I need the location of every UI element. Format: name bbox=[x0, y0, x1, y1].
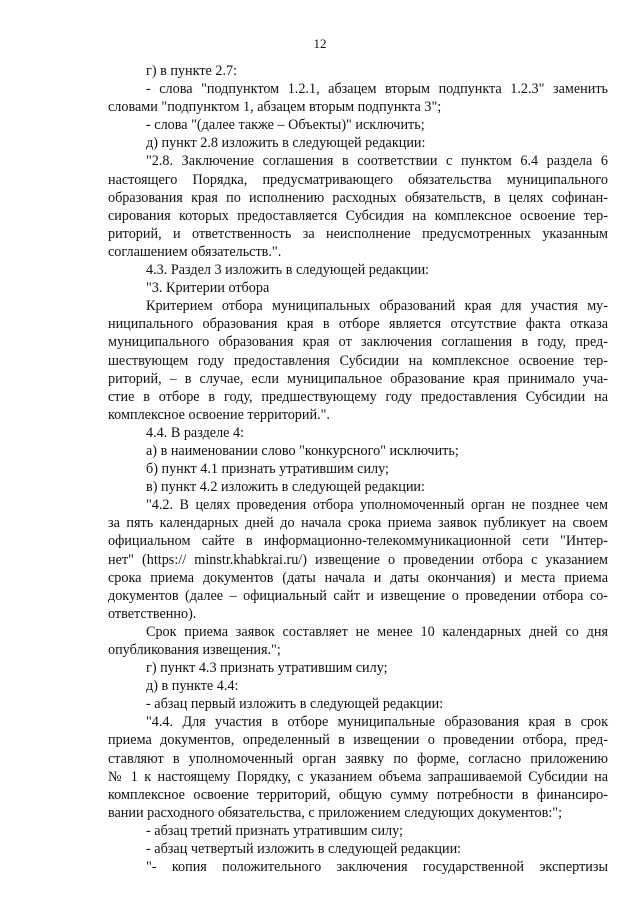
text-line: ставляют в уполномоченный орган заявку по форме, согласно приложению bbox=[108, 750, 608, 767]
text-line: настоящего Порядка, предусматривающего обязательства муниципального bbox=[108, 171, 608, 188]
text-line: 4.4. В разделе 4: bbox=[146, 424, 245, 441]
text-line: а) в наименовании слово "конкурсного" исключить; bbox=[146, 442, 459, 459]
text-line: опубликования извещения."; bbox=[108, 642, 281, 658]
text-line: Срок приема заявок составляет не менее 10 календарных дней со дня bbox=[146, 623, 608, 640]
text-line: - слова "(далее также – Объекты)" исключить; bbox=[146, 117, 425, 134]
page-number: 12 bbox=[313, 36, 327, 51]
text-line: - абзац третий признать утратившим силу; bbox=[146, 822, 403, 839]
text-line: № 1 к настоящему Порядку, с указанием объема запрашиваемой Субсидии на bbox=[108, 768, 608, 785]
text-line: ниципального образования края в отборе является отсутствие факта отказа bbox=[108, 316, 608, 333]
text-line: риторий, – в случае, если муниципальное образование края принимало уча- bbox=[108, 370, 608, 387]
text-line: б) пункт 4.1 признать утратившим силу; bbox=[146, 461, 389, 478]
text-line: 4.3. Раздел 3 изложить в следующей редакции: bbox=[146, 262, 430, 279]
text-line: документов (далее – официальный сайт и извещение о проведении отбора со- bbox=[108, 587, 608, 604]
text-line: шествующем году предоставления Субсидии на комплексное освоение тер- bbox=[108, 352, 608, 369]
text-line: - слова "подпунктом 1.2.1, абзацем вторым подпункта 1.2.3" заменить bbox=[146, 81, 608, 98]
text-line: "4.2. В целях проведения отбора уполномоченный орган не позднее чем bbox=[146, 497, 608, 514]
text-line: ответственно). bbox=[108, 605, 197, 622]
text-line: сирования которых предоставляется Субсидия на комплексное освоение тер- bbox=[108, 207, 608, 224]
text-line: - абзац четвертый изложить в следующей редакции: bbox=[146, 841, 462, 858]
text-line: "3. Критерии отбора bbox=[146, 280, 270, 297]
document-body bbox=[108, 62, 608, 876]
text-line: комплексное освоение территорий, общую сумму потребности в финансиро- bbox=[108, 786, 608, 803]
text-line: приема документов, определенный в извещении о проведении отбора, пред- bbox=[108, 732, 608, 749]
text-line: д) пункт 2.8 изложить в следующей редакции: bbox=[146, 135, 426, 152]
text-line: д) в пункте 4.4: bbox=[146, 678, 239, 695]
text-line: официальном сайте в информационно-телекоммуникационной сети "Интер- bbox=[108, 533, 608, 550]
text-line: образования края по исполнению расходных обязательств, в целях софинан- bbox=[108, 189, 608, 206]
text-line: комплексное освоение территорий.". bbox=[108, 406, 330, 423]
text-line: Критерием отбора муниципальных образований края для участия му- bbox=[146, 298, 608, 315]
text-line: "4.4. Для участия в отборе муниципальные образования края в срок bbox=[146, 714, 608, 731]
text-line: за пять календарных дней до начала срока приема заявок публикует на своем bbox=[108, 515, 608, 532]
text-line: в) пункт 4.2 изложить в следующей редакции: bbox=[146, 479, 425, 496]
text-line: вании расходного обязательства, с приложением следующих документов:"; bbox=[108, 804, 563, 821]
text-line: соглашением обязательств.". bbox=[108, 243, 282, 260]
text-line: г) пункт 4.3 признать утратившим силу; bbox=[146, 660, 388, 677]
text-line: словами "подпунктом 1, абзацем вторым подпункта 3"; bbox=[108, 99, 442, 116]
text-line: муниципального образования края от заключения соглашения в году, пред- bbox=[108, 334, 608, 351]
text-line: риторий, и ответственность за неисполнение предусмотренных указанным bbox=[108, 225, 608, 242]
text-line: - абзац первый изложить в следующей редакции: bbox=[146, 696, 444, 713]
text-line: стие в отборе в году, предшествующему году предоставления Субсидии на bbox=[108, 388, 608, 405]
text-line: срока приема документов (даты начала и даты окончания) и места приема bbox=[108, 569, 608, 586]
text-line: "- копия положительного заключения государственной экспертизы bbox=[146, 859, 608, 876]
text-line: г) в пункте 2.7: bbox=[146, 63, 238, 79]
text-line: нет" (https:// minstr.khabkrai.ru/) извещение о проведении отбора с указанием bbox=[108, 551, 608, 568]
text-line: "2.8. Заключение соглашения в соответствии с пунктом 6.4 раздела 6 bbox=[146, 153, 608, 170]
